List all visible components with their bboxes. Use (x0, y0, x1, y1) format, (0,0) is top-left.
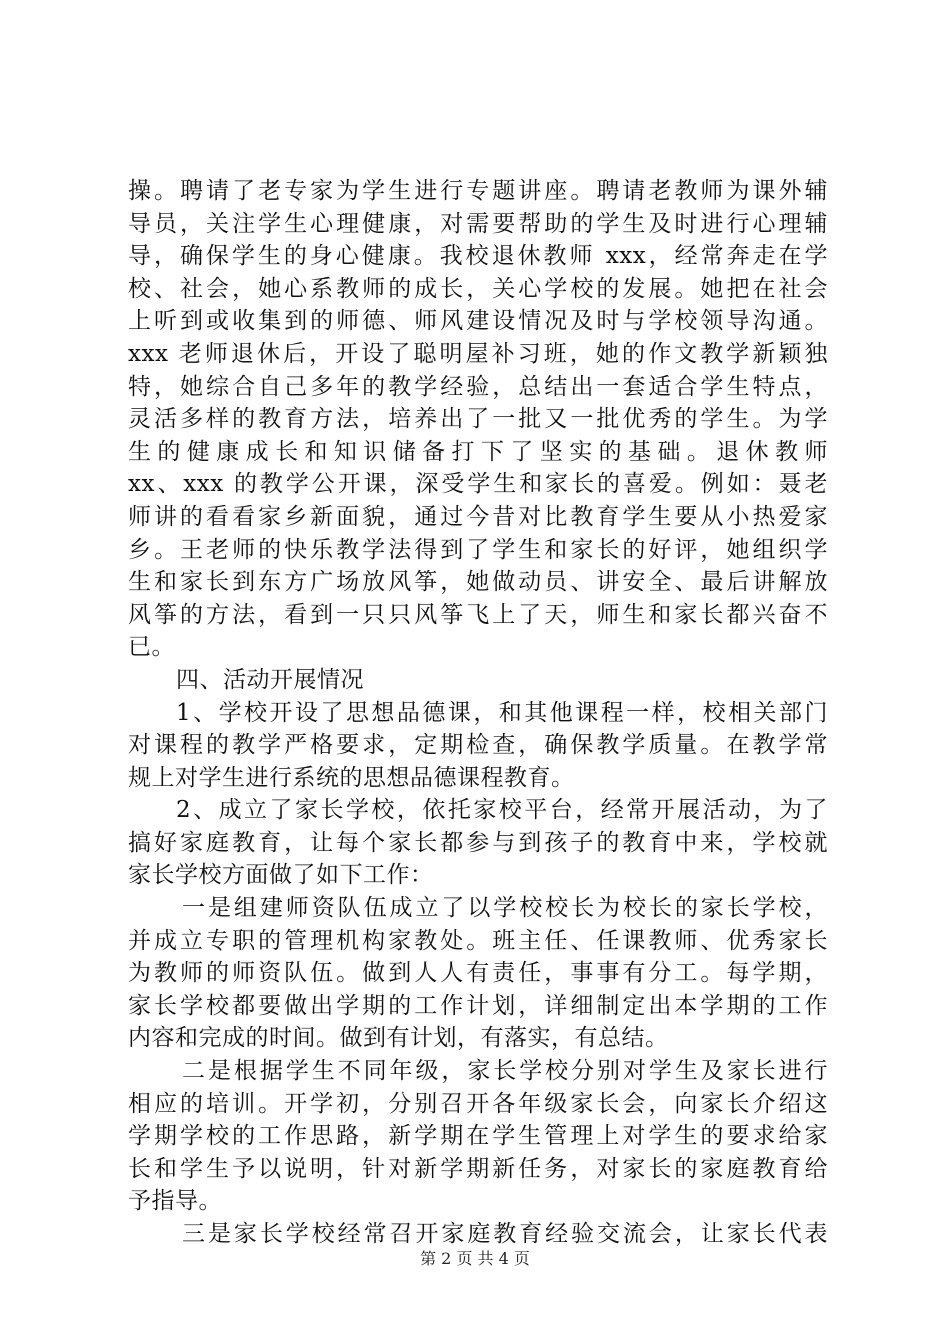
text-line: 家长学校都要做出学期的工作计划，详细制定出本学期的工作 (128, 992, 828, 1019)
text-line: 搞好家庭教育，让每个家长都参与到孩子的教育中来，学校就 (128, 829, 828, 856)
text-line: 生和家长到东方广场放风筝，她做动员、讲安全、最后讲解放 (128, 569, 828, 596)
document-body (128, 175, 828, 1251)
text-line: 家长学校方面做了如下工作： (128, 862, 434, 889)
text-line: 导，确保学生的身心健康。我校退休教师 xxx，经常奔走在学 (128, 243, 828, 270)
text-line: 特，她综合自己多年的教学经验，总结出一套适合学生特点， (128, 373, 828, 400)
text-line: 二是根据学生不同年级，家长学校分别对学生及家长进行 (182, 1058, 828, 1085)
text-line: 三是家长学校经常召开家庭教育经验交流会，让家长代表 (182, 1221, 828, 1247)
text-line: 生的健康成长和知识储备打下了坚实的基础。退休教师 (128, 438, 828, 465)
text-line: 并成立专职的管理机构家教处。班主任、任课教师、优秀家长 (128, 927, 828, 954)
text-line: 1、学校开设了思想品德课，和其他课程一样，校相关部门 (176, 699, 828, 726)
text-line: 已。 (128, 634, 175, 661)
text-line: 予指导。 (128, 1188, 222, 1215)
text-line: xx、xxx 的教学公开课，深受学生和家长的喜爱。例如：聂老 (128, 471, 828, 498)
text-line: 导员，关注学生心理健康，对需要帮助的学生及时进行心理辅 (128, 210, 828, 237)
text-line: 学期学校的工作思路，新学期在学生管理上对学生的要求给家 (128, 1123, 828, 1150)
text-line: 校、社会，她心系教师的成长，关心学校的发展。她把在社会 (128, 275, 828, 302)
text-line: 2、成立了家长学校，依托家校平台，经常开展活动，为了 (176, 797, 828, 824)
text-line: 长和学生予以说明，针对新学期新任务，对家长的家庭教育给 (128, 1155, 828, 1182)
text-line: 规上对学生进行系统的思想品德课程教育。 (128, 764, 575, 791)
text-line: 操。聘请了老专家为学生进行专题讲座。聘请老教师为课外辅 (128, 178, 828, 204)
text-line: 相应的培训。开学初，分别召开各年级家长会，向家长介绍这 (128, 1090, 828, 1117)
text-line: 对课程的教学严格要求，定期检查，确保教学质量。在教学常 (128, 732, 828, 759)
text-line: 灵活多样的教育方法，培养出了一批又一批优秀的学生。为学 (128, 406, 828, 433)
text-line: 内容和完成的时间。做到有计划，有落实，有总结。 (128, 1025, 669, 1052)
text-line: xxx 老师退休后，开设了聪明屋补习班，她的作文教学新颖独 (128, 340, 828, 367)
page-footer: 第 2 页 共 4 页 (420, 1249, 530, 1268)
text-line: 风筝的方法，看到一只只风筝飞上了天，师生和家长都兴奋不 (128, 601, 828, 628)
text-line: 一是组建师资队伍成立了以学校校长为校长的家长学校， (182, 895, 828, 922)
text-line: 上听到或收集到的师德、师风建设情况及时与学校领导沟通。 (128, 308, 828, 335)
text-line: 乡。王老师的快乐教学法得到了学生和家长的好评，她组织学 (128, 536, 828, 563)
text-line: 为教师的师资队伍。做到人人有责任，事事有分工。每学期， (128, 960, 828, 987)
text-line: 师讲的看看家乡新面貌，通过今昔对比教育学生要从小热爱家 (128, 503, 828, 530)
text-line: 四、活动开展情况 (176, 666, 364, 693)
